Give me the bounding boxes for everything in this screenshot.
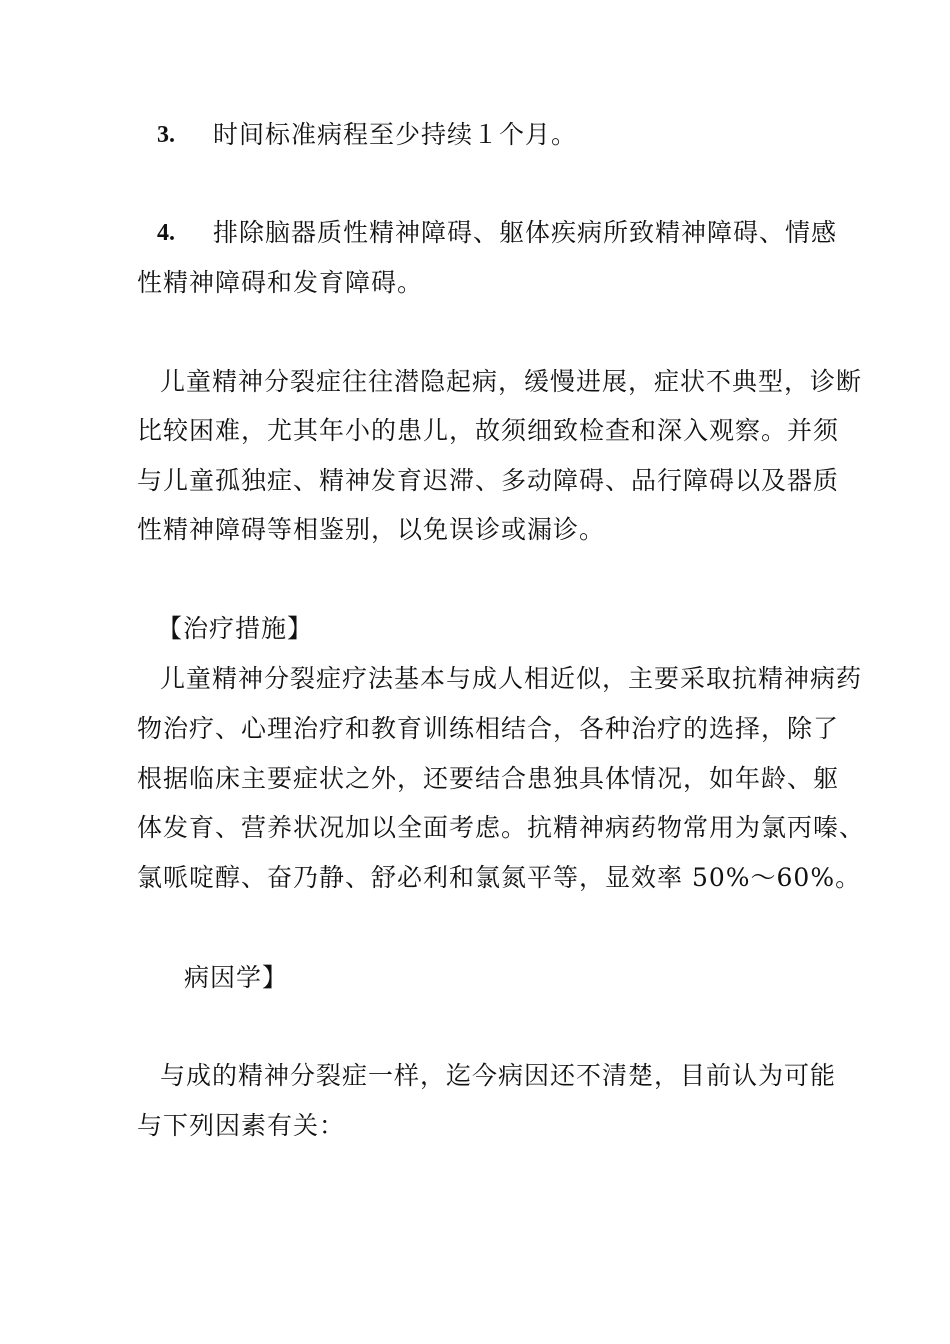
diagnosis-line-1: 儿童精神分裂症往往潜隐起病，缓慢进展，症状不典型，诊断 [160, 367, 863, 396]
etiology-line-2: 与下列因素有关： [137, 1111, 346, 1140]
treatment-heading: 【治疗措施】 [157, 614, 314, 643]
item-3-number: 3. [157, 122, 175, 148]
treatment-line-4: 体发育、营养状况加以全面考虑。抗精神病药物常用为氯丙嗪、 [137, 813, 866, 842]
treatment-line-1: 儿童精神分裂症疗法基本与成人相近似，主要采取抗精神病药 [160, 664, 863, 693]
treatment-line-2: 物治疗、心理治疗和教育训练相结合，各种治疗的选择，除了 [137, 714, 840, 743]
diagnosis-line-4: 性精神障碍等相鉴别，以免误诊或漏诊。 [137, 515, 606, 544]
diagnosis-line-2: 比较困难，尤其年小的患儿，故须细致检查和深入观察。并须 [137, 416, 840, 445]
item-3-text: 时间标准病程至少持续１个月。 [213, 120, 578, 149]
etiology-heading: 病因学】 [184, 963, 289, 992]
treatment-line-5: 氯哌啶醇、奋乃静、舒必利和氯氮平等，显效率 50%～60%。 [137, 863, 862, 892]
etiology-line-1: 与成的精神分裂症一样，迄今病因还不清楚，目前认为可能 [160, 1061, 837, 1090]
item-4-text-line-2: 性精神障碍和发育障碍。 [137, 268, 424, 297]
item-4-text-line-1: 排除脑器质性精神障碍、躯体疾病所致精神障碍、情感 [213, 218, 838, 247]
item-4-number: 4. [157, 220, 175, 246]
treatment-line-3: 根据临床主要症状之外，还要结合患独具体情况，如年龄、躯 [137, 764, 840, 793]
diagnosis-line-3: 与儿童孤独症、精神发育迟滞、多动障碍、品行障碍以及器质 [137, 466, 840, 495]
